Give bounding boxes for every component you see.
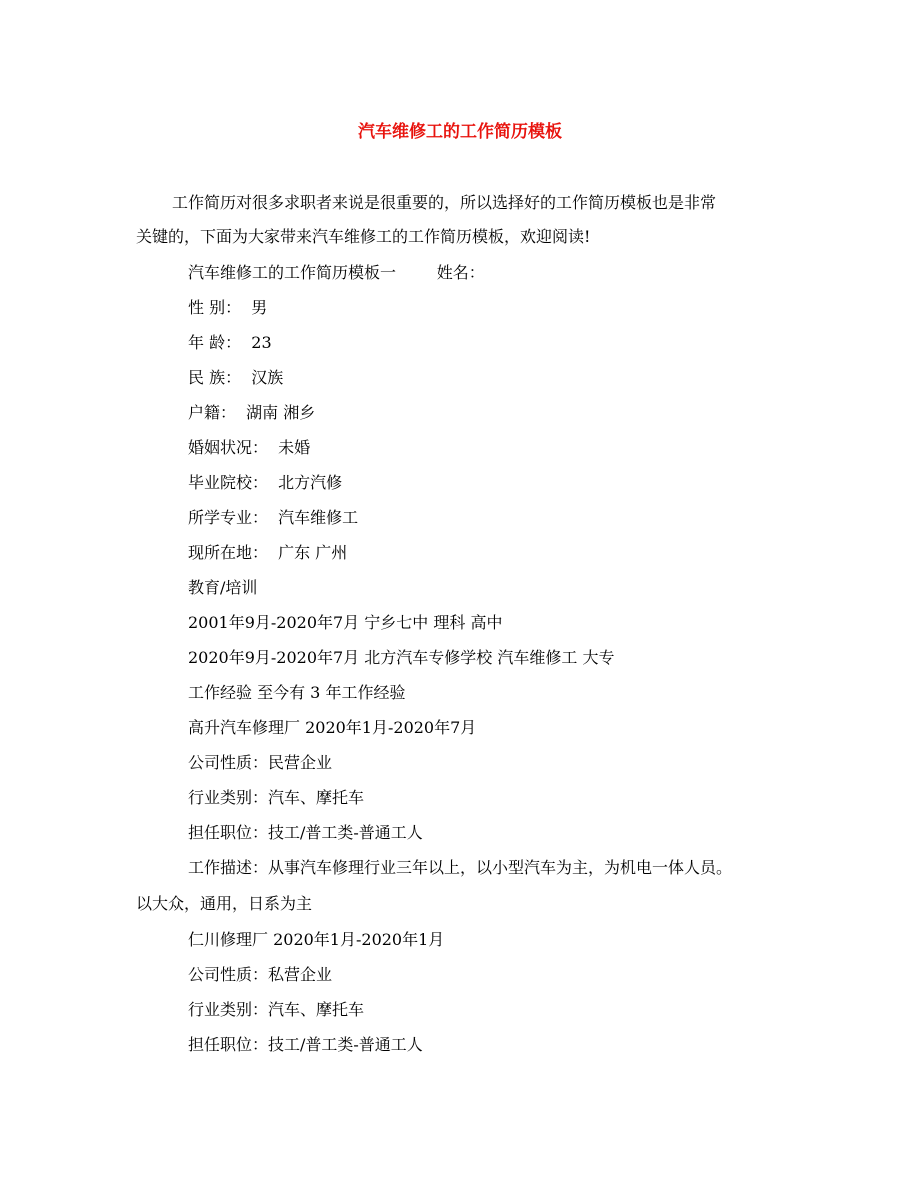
resume-heading-line: 汽车维修工的工作简历模板一 姓名： bbox=[188, 263, 485, 282]
job-description-1: 工作描述：从事汽车修理行业三年以上，以小型汽车为主，为机电一体人员。 bbox=[188, 858, 733, 877]
intro-line-2: 关键的，下面为大家带来汽车维修工的工作简历模板，欢迎阅读! bbox=[136, 227, 591, 246]
company-type-2: 公司性质：私营企业 bbox=[188, 965, 333, 984]
school-line: 毕业院校： 北方汽修 bbox=[188, 473, 343, 492]
company-type-1: 公司性质：民营企业 bbox=[188, 753, 333, 772]
gender-line: 性 别： 男 bbox=[188, 298, 268, 317]
position-2: 担任职位：技工/普工类-普通工人 bbox=[188, 1035, 423, 1054]
hometown-line: 户籍： 湖南 湘乡 bbox=[188, 403, 316, 422]
marital-status-line: 婚姻状况： 未婚 bbox=[188, 438, 311, 457]
education-entry-1: 2001年9月-2020年7月 宁乡七中 理科 高中 bbox=[188, 613, 503, 632]
industry-2: 行业类别：汽车、摩托车 bbox=[188, 1000, 365, 1019]
employer-1-line: 高升汽车修理厂 2020年1月-2020年7月 bbox=[188, 718, 477, 737]
intro-line-1: 工作简历对很多求职者来说是很重要的，所以选择好的工作简历模板也是非常 bbox=[172, 193, 717, 212]
job-description-1-continued: 以大众，通用，日系为主 bbox=[136, 894, 313, 913]
industry-1: 行业类别：汽车、摩托车 bbox=[188, 788, 365, 807]
position-1: 担任职位：技工/普工类-普通工人 bbox=[188, 823, 423, 842]
document-title: 汽车维修工的工作简历模板 bbox=[358, 122, 562, 142]
work-experience-line: 工作经验 至今有 3 年工作经验 bbox=[188, 683, 406, 702]
age-line: 年 龄： 23 bbox=[188, 333, 272, 352]
education-entry-2: 2020年9月-2020年7月 北方汽车专修学校 汽车维修工 大专 bbox=[188, 648, 615, 667]
major-line: 所学专业： 汽车维修工 bbox=[188, 508, 359, 527]
ethnicity-line: 民 族： 汉族 bbox=[188, 368, 284, 387]
location-line: 现所在地： 广东 广州 bbox=[188, 543, 348, 562]
employer-2-line: 仁川修理厂 2020年1月-2020年1月 bbox=[188, 930, 445, 949]
education-heading: 教育/培训 bbox=[188, 578, 258, 597]
